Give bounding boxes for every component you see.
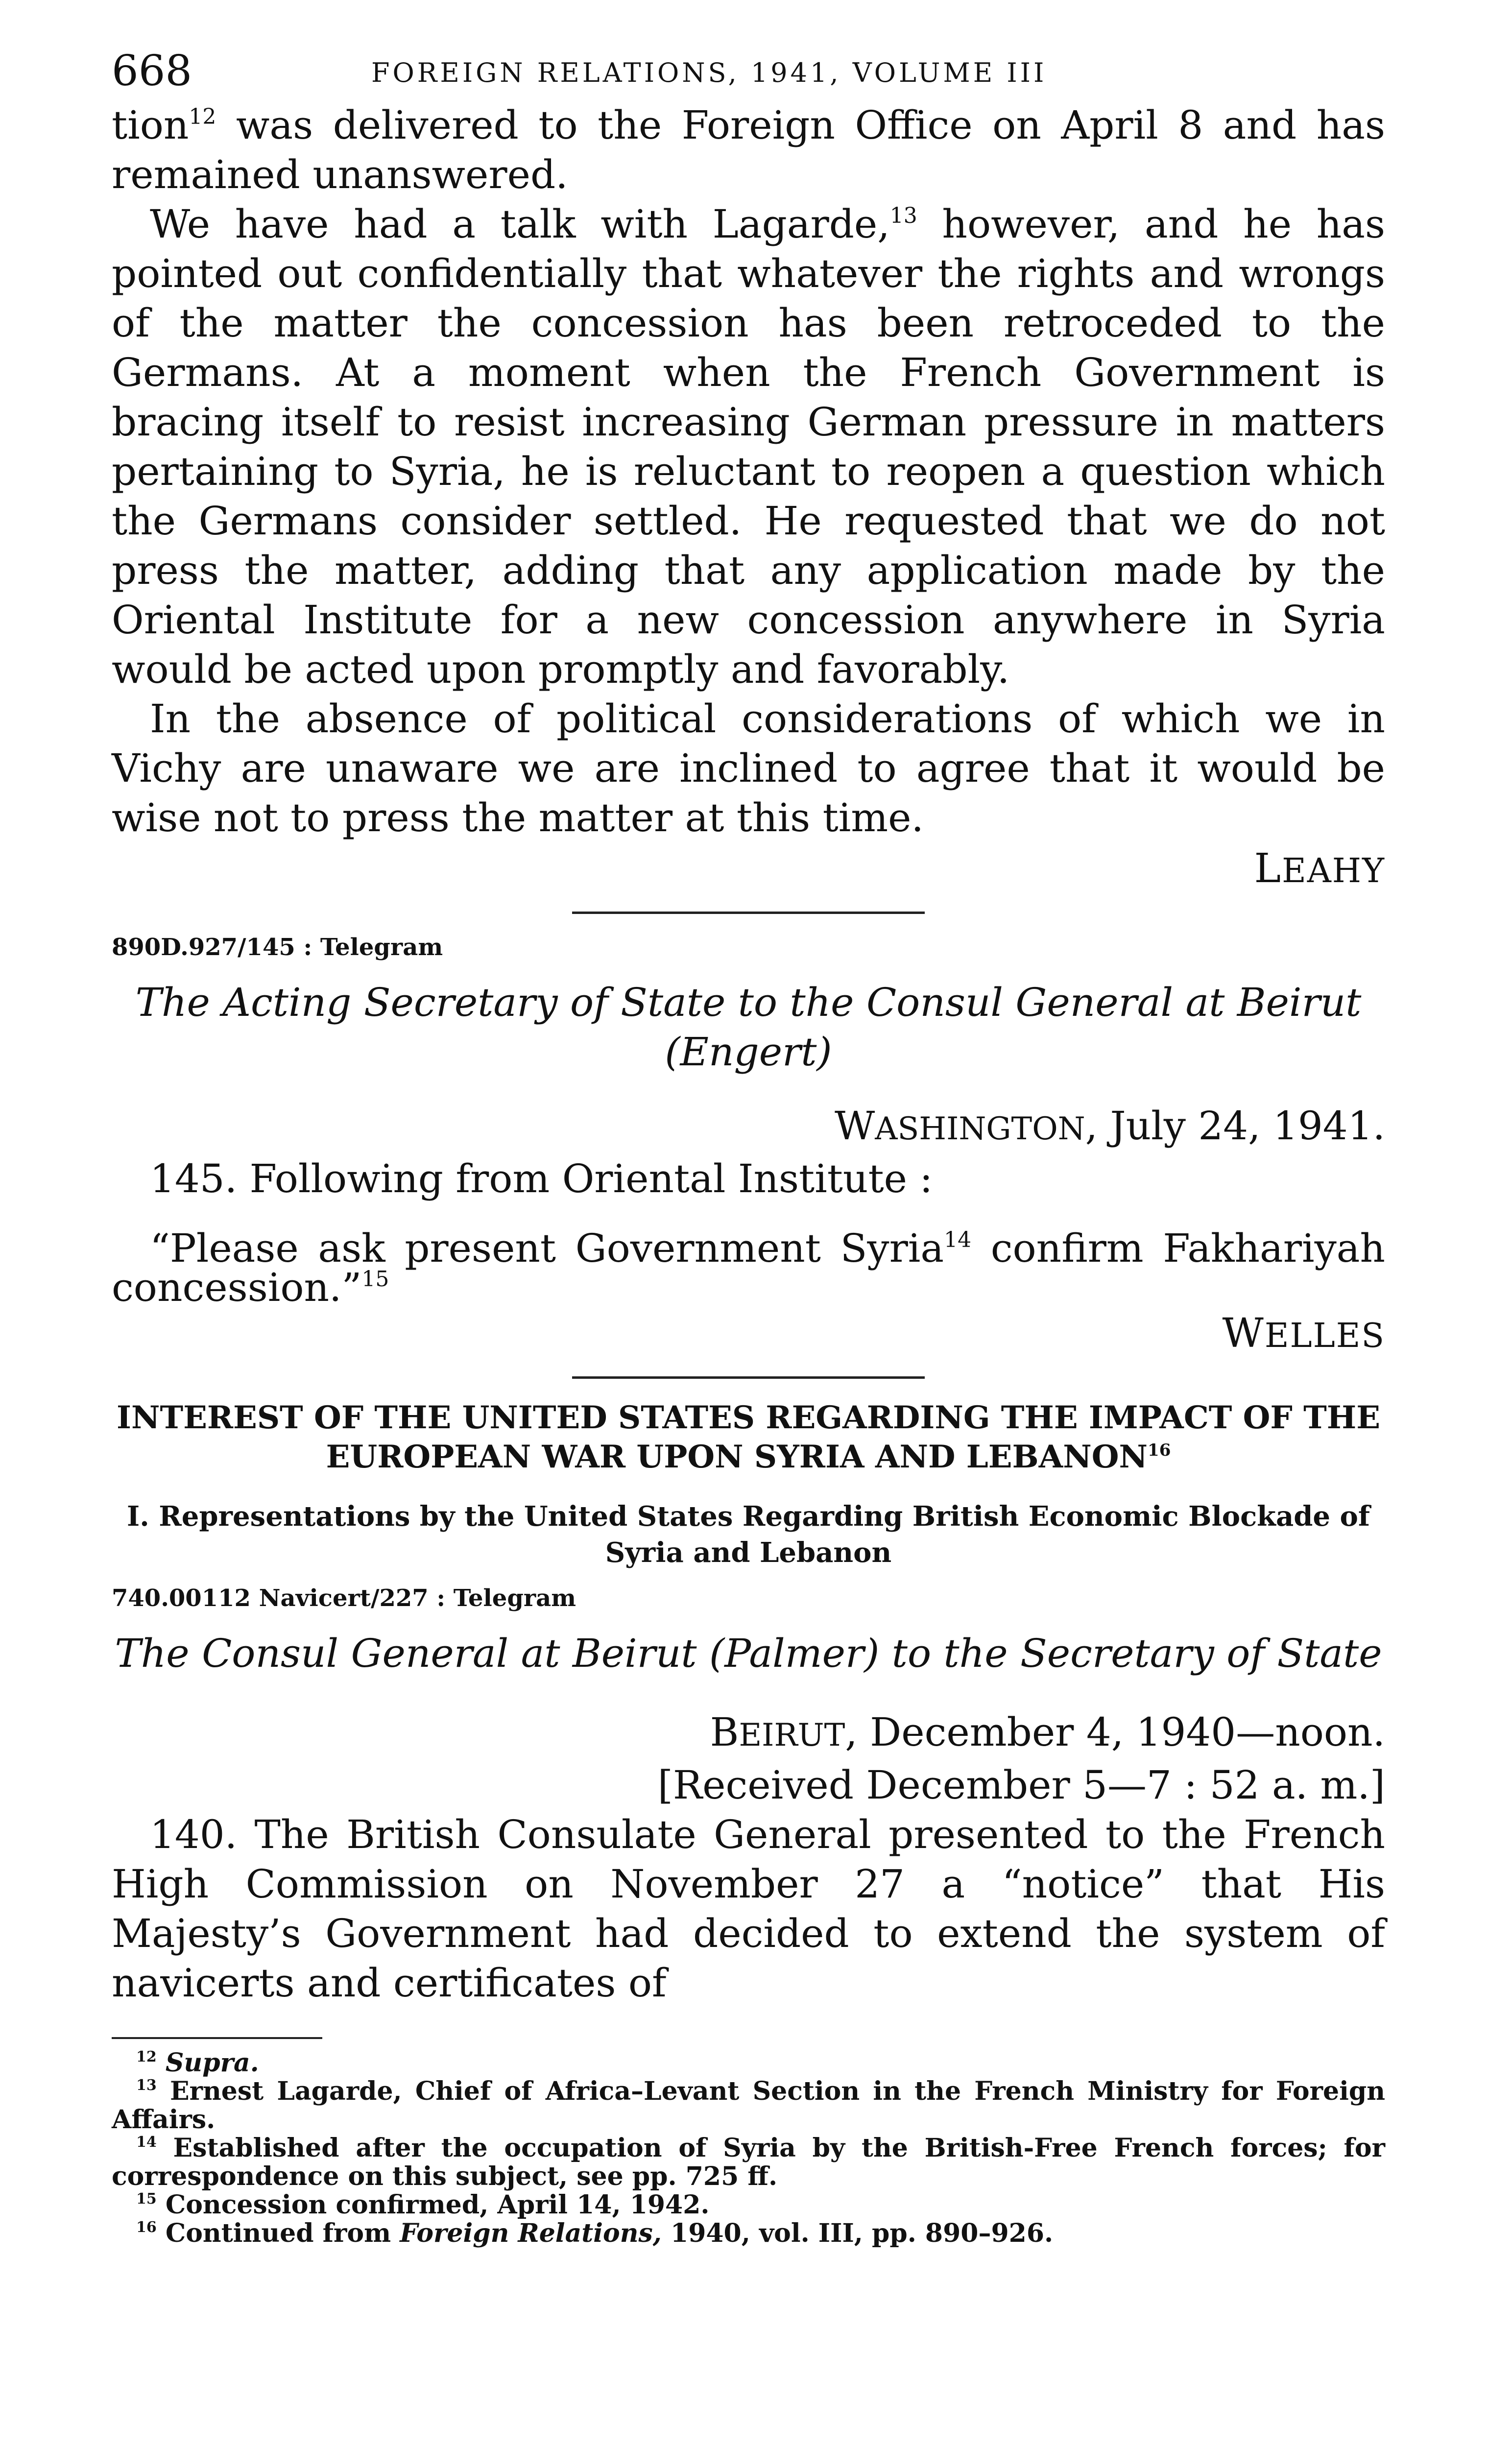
paragraph-lagarde: We have had a talk with Lagarde,$^{13}$ however, and he has pointed out confidentially that whatever the rights and wrongs of the matter the concession has been retroceded to the Germans. At a moment when the French Government is bracing itself to resist increasing German pressure in matters pertaining to Syria, he is reluctant to reopen a question which the Germans consider settled. He requested that we do not press the matter, adding that any application made by the Oriental Institute for a new concession anywhere in Syria would be acted upon promptly and favorably. (112, 201, 1386, 692)
document-page (112, 47, 1385, 2248)
footnote-12: $^{12}$ Supra. (136, 2048, 259, 2078)
file-reference: 890D.927/145 : Telegram (112, 934, 443, 961)
running-title: FOREIGN RELATIONS, 1941, VOLUME III (371, 57, 1047, 88)
footnote-16: $^{16}$ Continued from Foreign Relations, 1940, vol. III, pp. 890–926. (136, 2218, 1054, 2248)
footnote-14: $^{14}$ Established after the occupation of Syria by the British-Free French forces; for correspondence on this subject, see pp. 725 ff. (112, 2133, 1385, 2191)
page-number: 668 (112, 47, 192, 96)
signature-leahy: LEAHY (1254, 845, 1385, 892)
document-heading: The Acting Secretary of State to the Consul General at Beirut (Engert) (135, 980, 1362, 1075)
section-divider (572, 912, 925, 914)
paragraph-continuation: tion$^{12}$ was delivered to the Foreign Office on April 8 and has remained unanswered. (112, 102, 1385, 197)
footnote-ref: 13 (889, 203, 917, 228)
subsection-title: I. Representations by the United States Regarding British Economic Blockade of Syria and Lebanon (127, 1500, 1370, 1569)
paragraph-140: 140. The British Consulate General presented to the French High Commission on November 27 a “notice” that His Majesty’s Government had decided to extend the system of navicerts and certificates of (112, 1812, 1385, 2006)
section-divider (572, 1376, 925, 1379)
paragraph-vichy: In the absence of political considerations of which we in Vichy are unaware we are inclined to agree that it would be wise not to press the matter at this time. (112, 696, 1385, 840)
signature-welles: WELLES (1222, 1310, 1385, 1357)
footnote-15: $^{15}$ Concession confirmed, April 14, 1942. (136, 2190, 710, 2220)
dateline: BEIRUT, December 4, 1940—noon. (710, 1709, 1385, 1755)
received-line: [Received December 5—7 : 52 a. m.] (657, 1762, 1385, 1808)
footnote-ref: 14 (944, 1227, 972, 1252)
paragraph-145: 145. Following from Oriental Institute : (150, 1156, 933, 1201)
footnote-ref: 12 (189, 104, 216, 129)
quoted-message: “Please ask present Government Syria$^{14}$ confirm Fakhariyah concession.”$^{15}$ (112, 1225, 1385, 1310)
footnotes (112, 2049, 1385, 2248)
running-head (112, 47, 1385, 100)
footnote-ref: 16 (1148, 1441, 1171, 1460)
section-title: INTEREST OF THE UNITED STATES REGARDING THE IMPACT OF THE EUROPEAN WAR UPON SYRIA AND LEBANON$^{16}$ (117, 1399, 1380, 1475)
footnote-13: $^{13}$ Ernest Lagarde, Chief of Africa–Levant Section in the French Ministry for Foreign Affairs. (112, 2076, 1386, 2135)
footnote-divider (112, 2037, 322, 2039)
document-heading: The Consul General at Beirut (Palmer) to the Secretary of State (115, 1631, 1382, 1676)
file-reference: 740.00112 Navicert/227 : Telegram (112, 1585, 576, 1612)
footnote-ref: 15 (361, 1267, 389, 1292)
dateline: WASHINGTON, July 24, 1941. (834, 1103, 1385, 1149)
